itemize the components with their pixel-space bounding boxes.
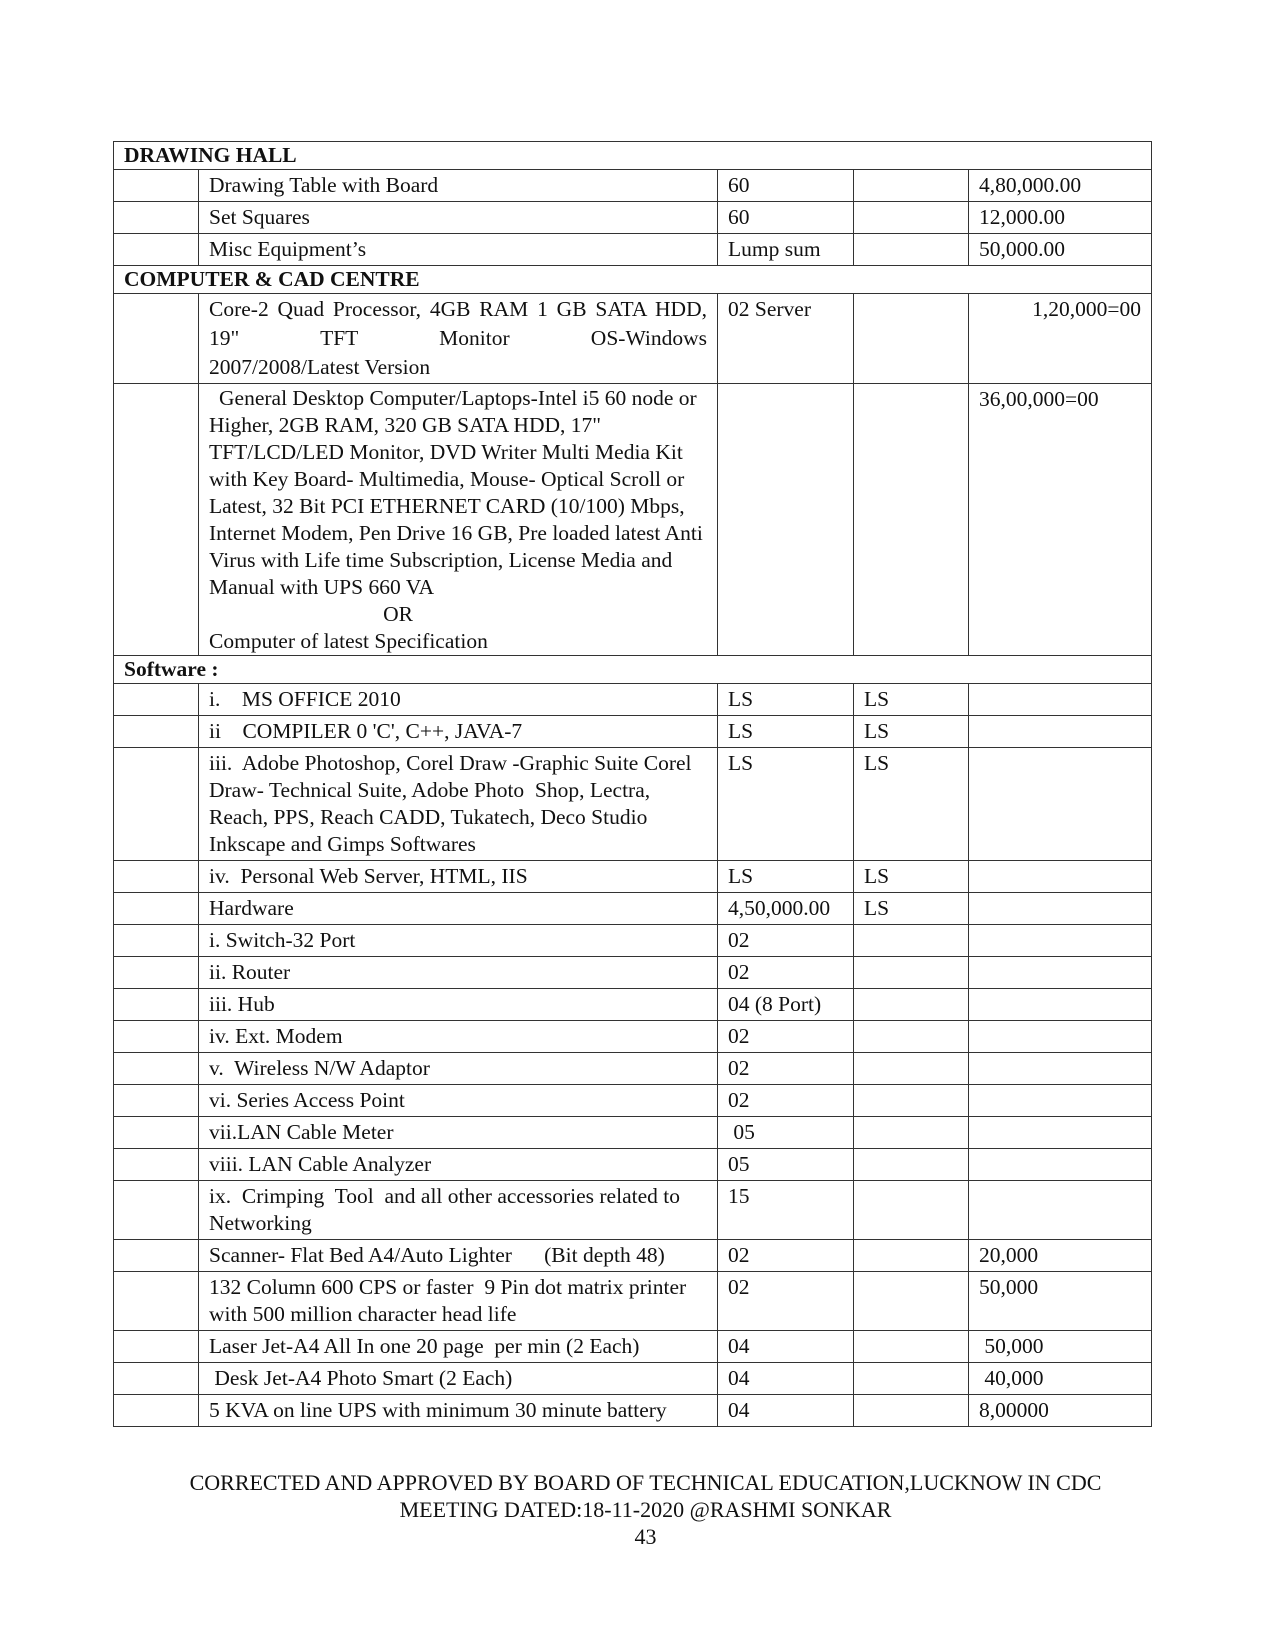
quantity-cell: LS bbox=[718, 684, 854, 716]
amount-cell: 1,20,000=00 bbox=[969, 294, 1152, 384]
serial-cell bbox=[114, 748, 199, 861]
extra-cell bbox=[854, 957, 969, 989]
extra-cell: LS bbox=[854, 861, 969, 893]
amount-cell: 40,000 bbox=[969, 1363, 1152, 1395]
extra-cell bbox=[854, 384, 969, 656]
table-row bbox=[114, 202, 1152, 234]
item-description: vii.LAN Cable Meter bbox=[199, 1117, 718, 1149]
quantity-cell: 4,50,000.00 bbox=[718, 893, 854, 925]
table-row bbox=[114, 925, 1152, 957]
extra-cell bbox=[854, 1181, 969, 1240]
extra-cell: LS bbox=[854, 748, 969, 861]
amount-cell bbox=[969, 1085, 1152, 1117]
footer-approval-line-2: MEETING DATED:18-11-2020 @RASHMI SONKAR bbox=[399, 1497, 892, 1522]
quantity-cell: 60 bbox=[718, 170, 854, 202]
extra-cell bbox=[854, 989, 969, 1021]
extra-cell: LS bbox=[854, 893, 969, 925]
quantity-cell: Lump sum bbox=[718, 234, 854, 266]
quantity-cell: 04 (8 Port) bbox=[718, 989, 854, 1021]
item-description: Laser Jet-A4 All In one 20 page per min (2 Each) bbox=[199, 1331, 718, 1363]
quantity-cell: LS bbox=[718, 748, 854, 861]
extra-cell bbox=[854, 925, 969, 957]
quantity-cell: 02 bbox=[718, 1021, 854, 1053]
item-description: viii. LAN Cable Analyzer bbox=[199, 1149, 718, 1181]
table-row bbox=[114, 893, 1152, 925]
serial-cell bbox=[114, 1085, 199, 1117]
serial-cell bbox=[114, 170, 199, 202]
serial-cell bbox=[114, 925, 199, 957]
item-description: Drawing Table with Board bbox=[199, 170, 718, 202]
item-description: iv. Ext. Modem bbox=[199, 1021, 718, 1053]
extra-cell bbox=[854, 1331, 969, 1363]
extra-cell: LS bbox=[854, 684, 969, 716]
item-description: Misc Equipment’s bbox=[199, 234, 718, 266]
serial-cell bbox=[114, 1181, 199, 1240]
page-number: 43 bbox=[634, 1524, 657, 1549]
quantity-cell: 02 bbox=[718, 957, 854, 989]
item-description: 132 Column 600 CPS or faster 9 Pin dot matrix printer with 500 million character head life bbox=[199, 1272, 718, 1331]
table-row bbox=[114, 989, 1152, 1021]
item-description bbox=[199, 294, 718, 384]
serial-cell bbox=[114, 1331, 199, 1363]
table-row bbox=[114, 861, 1152, 893]
extra-cell bbox=[854, 1363, 969, 1395]
item-or-text: OR bbox=[383, 602, 413, 626]
amount-cell: 8,00000 bbox=[969, 1395, 1152, 1427]
serial-cell bbox=[114, 893, 199, 925]
amount-cell bbox=[969, 893, 1152, 925]
quantity-cell: 15 bbox=[718, 1181, 854, 1240]
quantity-cell: 02 Server bbox=[718, 294, 854, 384]
item-description: vi. Series Access Point bbox=[199, 1085, 718, 1117]
extra-cell bbox=[854, 1085, 969, 1117]
quantity-cell: 02 bbox=[718, 1085, 854, 1117]
extra-cell bbox=[854, 294, 969, 384]
quantity-cell: 04 bbox=[718, 1363, 854, 1395]
table-row bbox=[114, 957, 1152, 989]
quantity-cell: 02 bbox=[718, 1272, 854, 1331]
item-description bbox=[199, 384, 718, 656]
serial-cell bbox=[114, 957, 199, 989]
item-description: ix. Crimping Tool and all other accessories related to Networking bbox=[199, 1181, 718, 1240]
serial-cell bbox=[114, 1272, 199, 1331]
quantity-cell: 04 bbox=[718, 1395, 854, 1427]
item-description: ii COMPILER 0 'C', C++, JAVA-7 bbox=[199, 716, 718, 748]
amount-cell bbox=[969, 1181, 1152, 1240]
amount-cell bbox=[969, 684, 1152, 716]
serial-cell bbox=[114, 1240, 199, 1272]
table-row bbox=[114, 384, 1152, 656]
extra-cell bbox=[854, 1117, 969, 1149]
extra-cell bbox=[854, 1240, 969, 1272]
item-description: i. Switch-32 Port bbox=[199, 925, 718, 957]
amount-cell: 50,000 bbox=[969, 1272, 1152, 1331]
item-description: Scanner- Flat Bed A4/Auto Lighter (Bit depth 48) bbox=[199, 1240, 718, 1272]
serial-cell bbox=[114, 1021, 199, 1053]
amount-cell bbox=[969, 716, 1152, 748]
table-row bbox=[114, 716, 1152, 748]
serial-cell bbox=[114, 716, 199, 748]
item-description: Hardware bbox=[199, 893, 718, 925]
extra-cell bbox=[854, 1395, 969, 1427]
equipment-table bbox=[113, 141, 1152, 1427]
extra-cell bbox=[854, 1272, 969, 1331]
serial-cell bbox=[114, 1363, 199, 1395]
quantity-cell: 60 bbox=[718, 202, 854, 234]
extra-cell bbox=[854, 234, 969, 266]
section-header-row bbox=[114, 656, 1152, 684]
table-row bbox=[114, 684, 1152, 716]
extra-cell bbox=[854, 1021, 969, 1053]
table-row bbox=[114, 1117, 1152, 1149]
serial-cell bbox=[114, 1395, 199, 1427]
table-row bbox=[114, 1331, 1152, 1363]
serial-cell bbox=[114, 861, 199, 893]
serial-cell bbox=[114, 384, 199, 656]
item-description: iv. Personal Web Server, HTML, IIS bbox=[199, 861, 718, 893]
item-description: iii. Hub bbox=[199, 989, 718, 1021]
quantity-cell: 02 bbox=[718, 925, 854, 957]
page-footer bbox=[113, 1469, 1178, 1550]
item-description: iii. Adobe Photoshop, Corel Draw -Graphic Suite Corel Draw- Technical Suite, Adobe Photo Shop, Lectra, Reach, PPS, Reach CADD, Tukatech, Deco Studio Inkscape and Gimps Softwares bbox=[199, 748, 718, 861]
item-alternative-text: Computer of latest Specification bbox=[209, 629, 488, 653]
serial-cell bbox=[114, 1149, 199, 1181]
table-row bbox=[114, 1021, 1152, 1053]
item-description: i. MS OFFICE 2010 bbox=[199, 684, 718, 716]
amount-cell bbox=[969, 861, 1152, 893]
serial-cell bbox=[114, 1117, 199, 1149]
section-title: COMPUTER & CAD CENTRE bbox=[114, 266, 1152, 294]
item-description: Desk Jet-A4 Photo Smart (2 Each) bbox=[199, 1363, 718, 1395]
serial-cell bbox=[114, 989, 199, 1021]
table-row bbox=[114, 1272, 1152, 1331]
serial-cell bbox=[114, 1053, 199, 1085]
table-row bbox=[114, 1085, 1152, 1117]
amount-cell: 4,80,000.00 bbox=[969, 170, 1152, 202]
amount-cell bbox=[969, 925, 1152, 957]
item-text: General Desktop Computer/Laptops-Intel i5 60 node or Higher, 2GB RAM, 320 GB SATA HDD, 17" TFT/LCD/LED Monitor, DVD Writer Multi Media Kit with Key Board- Multimedia, Mouse- Optical Scroll or Latest, 32 Bit PCI ETHERNET CARD (10/100) Mbps, Internet Modem, Pen Drive 16 GB, Pre loaded latest Anti Virus with Life time Subscription, License Media and Manual with UPS 660 VA bbox=[209, 386, 703, 599]
amount-cell bbox=[969, 957, 1152, 989]
quantity-cell: LS bbox=[718, 716, 854, 748]
amount-cell bbox=[969, 748, 1152, 861]
table-row bbox=[114, 1149, 1152, 1181]
table-row bbox=[114, 170, 1152, 202]
extra-cell bbox=[854, 202, 969, 234]
table-row bbox=[114, 1363, 1152, 1395]
item-description: v. Wireless N/W Adaptor bbox=[199, 1053, 718, 1085]
table-row bbox=[114, 294, 1152, 384]
table-row bbox=[114, 234, 1152, 266]
section-title: DRAWING HALL bbox=[114, 142, 1152, 170]
extra-cell: LS bbox=[854, 716, 969, 748]
footer-approval-line-1: CORRECTED AND APPROVED BY BOARD OF TECHNICAL EDUCATION,LUCKNOW IN CDC bbox=[189, 1470, 1102, 1495]
serial-cell bbox=[114, 202, 199, 234]
section-header-row bbox=[114, 142, 1152, 170]
amount-cell bbox=[969, 1053, 1152, 1085]
table-row bbox=[114, 1240, 1152, 1272]
item-description: Set Squares bbox=[199, 202, 718, 234]
amount-cell bbox=[969, 1149, 1152, 1181]
quantity-cell: 02 bbox=[718, 1053, 854, 1085]
table-row bbox=[114, 1053, 1152, 1085]
section-header-row bbox=[114, 266, 1152, 294]
extra-cell bbox=[854, 170, 969, 202]
quantity-cell: 04 bbox=[718, 1331, 854, 1363]
extra-cell bbox=[854, 1149, 969, 1181]
quantity-cell: 05 bbox=[718, 1149, 854, 1181]
amount-cell: 50,000.00 bbox=[969, 234, 1152, 266]
amount-cell bbox=[969, 1021, 1152, 1053]
quantity-cell: 05 bbox=[718, 1117, 854, 1149]
table-row bbox=[114, 1395, 1152, 1427]
amount-cell: 20,000 bbox=[969, 1240, 1152, 1272]
item-text-last-line: 2007/2008/Latest Version bbox=[209, 355, 431, 379]
amount-cell: 12,000.00 bbox=[969, 202, 1152, 234]
item-text: Core-2 Quad Processor, 4GB RAM 1 GB SATA HDD, 19" TFT Monitor OS-Windows bbox=[209, 297, 707, 350]
amount-cell: 36,00,000=00 bbox=[969, 384, 1152, 656]
extra-cell bbox=[854, 1053, 969, 1085]
amount-cell bbox=[969, 989, 1152, 1021]
table-row bbox=[114, 1181, 1152, 1240]
serial-cell bbox=[114, 234, 199, 266]
quantity-cell bbox=[718, 384, 854, 656]
quantity-cell: LS bbox=[718, 861, 854, 893]
table-row bbox=[114, 748, 1152, 861]
item-description: 5 KVA on line UPS with minimum 30 minute battery bbox=[199, 1395, 718, 1427]
serial-cell bbox=[114, 684, 199, 716]
amount-cell: 50,000 bbox=[969, 1331, 1152, 1363]
quantity-cell: 02 bbox=[718, 1240, 854, 1272]
serial-cell bbox=[114, 294, 199, 384]
amount-cell bbox=[969, 1117, 1152, 1149]
section-title: Software : bbox=[114, 656, 1152, 684]
item-description: ii. Router bbox=[199, 957, 718, 989]
